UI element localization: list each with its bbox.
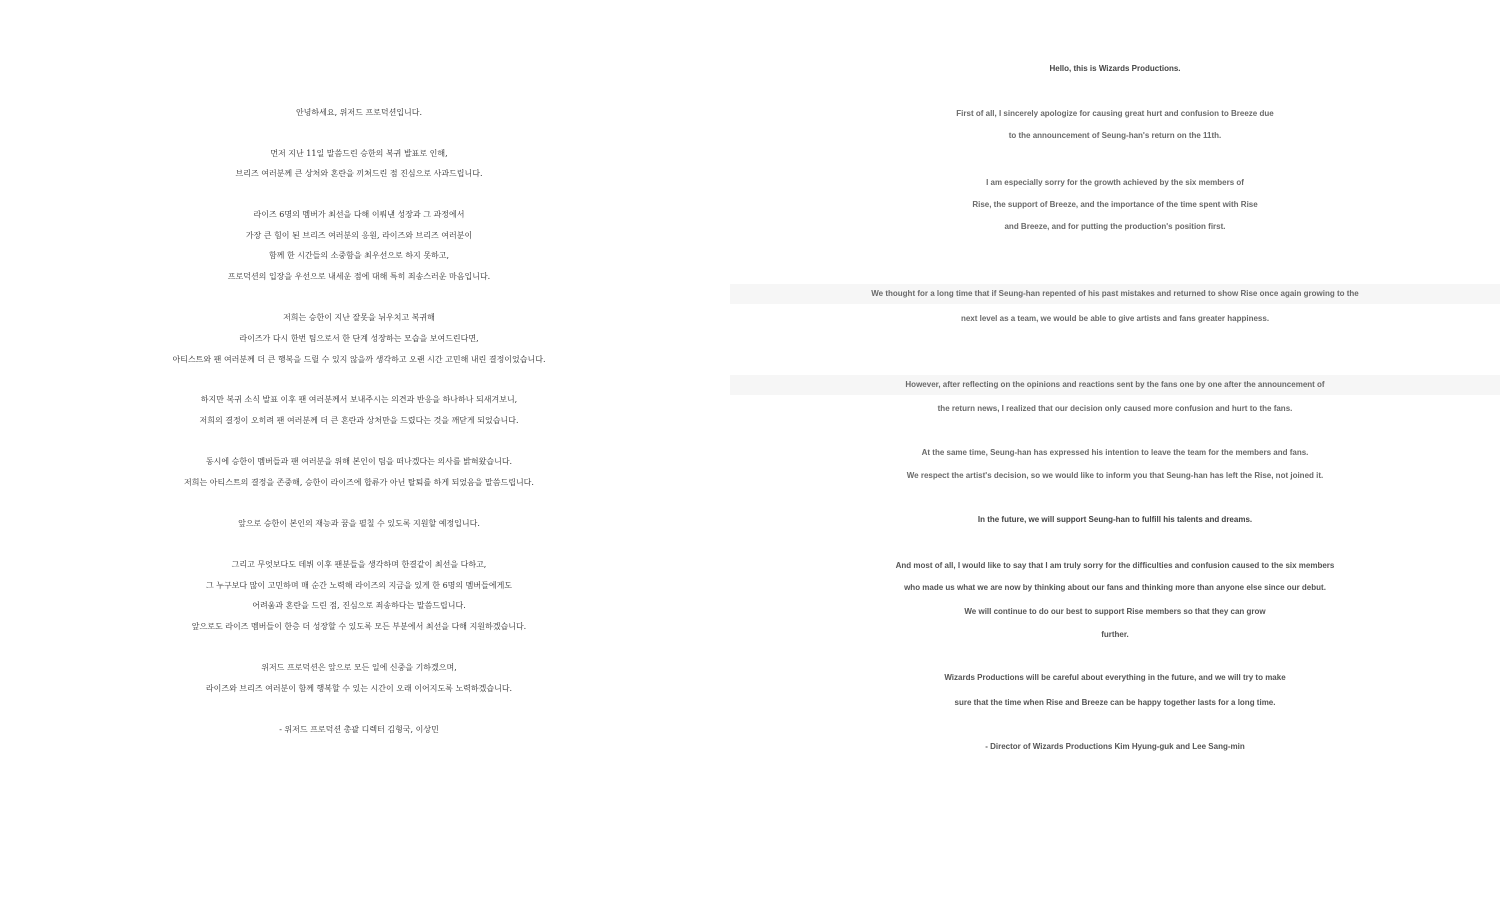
paragraph-line: 앞으로 승한이 본인의 재능과 꿈을 펼칠 수 있도록 지원할 예정입니다. [238,519,480,528]
paragraph-line: 동시에 승한이 멤버들과 팬 여러분을 위해 본인이 팀을 떠나겠다는 의사를 밝혀왔습니다. [205,457,513,466]
paragraph-line: next level as a team, we would be able to give artists and fans greater happiness. [960,314,1270,323]
greeting-line: 안녕하세요, 위저드 프로덕션입니다. [295,108,423,117]
paragraph-line: further. [1101,630,1129,639]
paragraph-line: 위저드 프로덕션은 앞으로 모든 일에 신중을 기하겠으며, [261,663,457,672]
paragraph-line: and Breeze, and for putting the production's position first. [1004,222,1226,231]
paragraph-line: I am especially sorry for the growth achieved by the six members of [986,178,1244,187]
paragraph-line: In the future, we will support Seung-han to fulfill his talents and dreams. [977,515,1253,524]
paragraph-line: 브리즈 여러분께 큰 상처와 혼란을 끼쳐드린 점 진심으로 사과드립니다. [235,169,483,178]
paragraph-line: 저희는 아티스트의 결정을 존중해, 승한이 라이즈에 합류가 아닌 탈퇴를 하게 되었음을 말씀드립니다. [184,478,534,487]
paragraph-line: 라이즈 6명의 멤버가 최선을 다해 이뤄낸 성장과 그 과정에서 [253,210,465,219]
paragraph-line: 하지만 복귀 소식 발표 이후 팬 여러분께서 보내주시는 의견과 반응을 하나하나 되새겨보니, [200,395,518,404]
paragraph-line: who made us what we are now by thinking about our fans and thinking more than anyone else since our debut. [904,583,1326,592]
paragraph-line: We will continue to do our best to support Rise members so that they can grow [964,607,1266,616]
paragraph-line: Wizards Productions will be careful about everything in the future, and we will try to make [944,673,1286,682]
paragraph-line: 가장 큰 힘이 된 브리즈 여러분의 응원, 라이즈와 브리즈 여러분이 [245,231,473,240]
paragraph-line: sure that the time when Rise and Breeze can be happy together lasts for a long time. [954,698,1276,707]
greeting-line: Hello, this is Wizards Productions. [1049,64,1181,73]
paragraph-line: We thought for a long time that if Seung-han repented of his past mistakes and returned to show Rise once again growing to the [730,284,1500,304]
paragraph-line: 어려움과 혼란을 드린 점, 진심으로 죄송하다는 말씀드립니다. [252,601,466,610]
paragraph-line: At the same time, Seung-han has expressed his intention to leave the team for the members and fans. [921,448,1309,457]
paragraph-line: 그 누구보다 많이 고민하며 매 순간 노력해 라이즈의 지금을 있게 한 6명의 멤버들에게도 [205,581,513,590]
paragraph-line: 저희의 결정이 오히려 팬 여러분께 더 큰 혼란과 상처만을 드렸다는 것을 깨닫게 되었습니다. [199,416,519,425]
paragraph-line: 앞으로도 라이즈 멤버들이 한층 더 성장할 수 있도록 모든 부분에서 최선을 다해 지원하겠습니다. [191,622,527,631]
paragraph-line: the return news, I realized that our decision only caused more confusion and hurt to the fans. [937,404,1293,413]
signature-line: - 위저드 프로덕션 총괄 디렉터 김형국, 이상민 [279,725,439,734]
paragraph-line: 프로덕션의 입장을 우선으로 내세운 점에 대해 특히 죄송스러운 마음입니다. [227,272,491,281]
paragraph-line: 저희는 승한이 지난 잘못을 뉘우치고 복귀해 [283,313,435,322]
paragraph-line: 아티스트와 팬 여러분께 더 큰 행복을 드릴 수 있지 않을까 생각하고 오랜 시간 고민해 내린 결정이었습니다. [172,355,546,364]
paragraph-line: However, after reflecting on the opinions and reactions sent by the fans one by one after the announcement of [730,375,1500,395]
paragraph-line: Rise, the support of Breeze, and the importance of the time spent with Rise [972,200,1258,209]
paragraph-line: 라이즈와 브리즈 여러분이 함께 행복할 수 있는 시간이 오래 이어지도록 노력하겠습니다. [205,684,513,693]
paragraph-line: 먼저 지난 11일 말씀드린 승한의 복귀 발표로 인해, [270,149,448,158]
paragraph-line: First of all, I sincerely apologize for causing great hurt and confusion to Breeze due [956,109,1274,118]
paragraph-line: 라이즈가 다시 한번 팀으로서 한 단계 성장하는 모습을 보여드린다면, [239,334,479,343]
paragraph-line: 함께 한 시간들의 소중함을 최우선으로 하지 못하고, [268,251,450,260]
signature-line: - Director of Wizards Productions Kim Hyung-guk and Lee Sang-min [985,742,1245,751]
paragraph-line: And most of all, I would like to say that I am truly sorry for the difficulties and confusion caused to the six members [895,561,1335,570]
paragraph-line: We respect the artist's decision, so we would like to inform you that Seung-han has left the Rise, not joined it. [906,471,1324,480]
paragraph-line: 그리고 무엇보다도 데뷔 이후 팬분들을 생각하며 한결같이 최선을 다하고, [231,560,487,569]
paragraph-line: to the announcement of Seung-han's return on the 11th. [1008,131,1222,140]
